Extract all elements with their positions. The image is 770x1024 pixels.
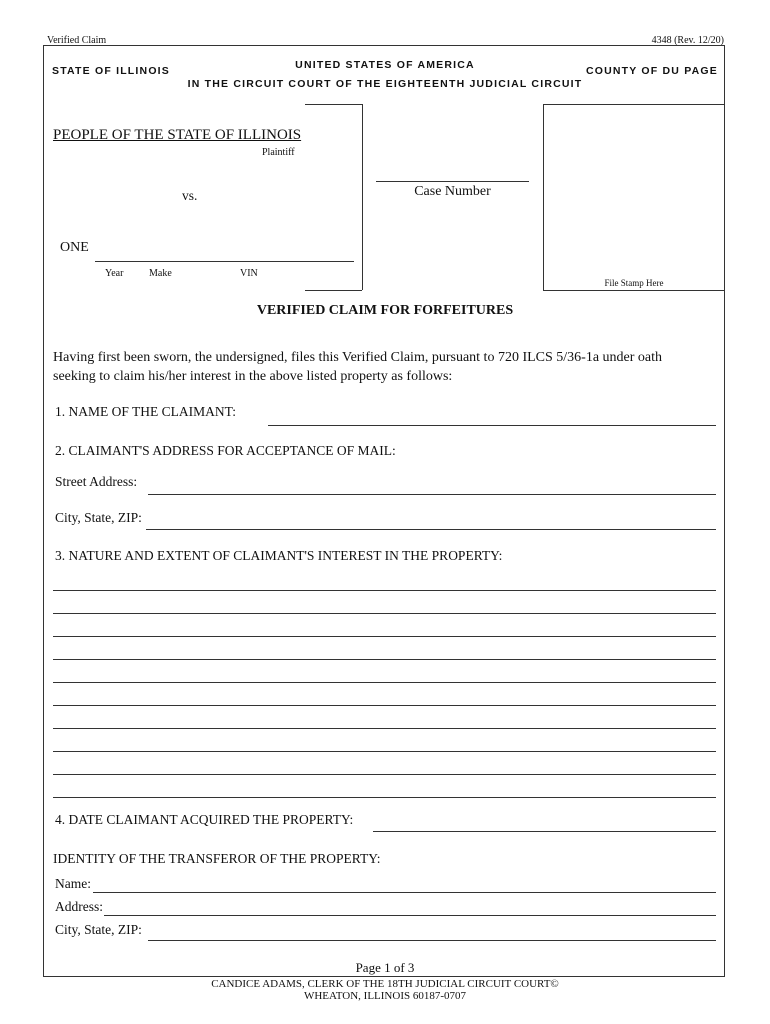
plaintiff-name: PEOPLE OF THE STATE OF ILLINOIS [53, 127, 302, 143]
transferor-address-label: Address: [55, 899, 103, 914]
transferor-city-label: City, State, ZIP: [55, 922, 142, 937]
claimant-name-label: 1. NAME OF THE CLAIMANT: [55, 404, 236, 419]
transferor-name-field[interactable] [93, 877, 716, 893]
interest-line [53, 659, 716, 660]
interest-line [53, 705, 716, 706]
file-stamp-label: File Stamp Here [604, 278, 664, 288]
caption-bracket-bottom [305, 290, 362, 291]
address-heading: 2. CLAIMANT'S ADDRESS FOR ACCEPTANCE OF MAIL: [55, 443, 396, 458]
vin-label: VIN [240, 268, 258, 279]
acquired-date-label: 4. DATE CLAIMANT ACQUIRED THE PROPERTY: [55, 812, 354, 827]
street-address-field[interactable] [148, 479, 716, 495]
transferor-name-label: Name: [55, 876, 91, 891]
make-label: Make [149, 268, 172, 279]
county-heading: COUNTY OF DU PAGE [585, 65, 718, 77]
case-number-field[interactable] [376, 166, 529, 182]
court-heading: IN THE CIRCUIT COURT OF THE EIGHTEENTH JUDICIAL CIRCUIT [187, 78, 583, 90]
interest-line [53, 751, 716, 752]
form-name: Verified Claim [47, 35, 107, 46]
interest-line [53, 636, 716, 637]
vehicle-description-field[interactable] [95, 246, 354, 262]
country-heading: UNITED STATES OF AMERICA [295, 59, 475, 71]
interest-line [53, 728, 716, 729]
versus-label: vs. [182, 188, 198, 203]
property-count-label: ONE [60, 240, 89, 255]
transferor-city-field[interactable] [148, 925, 716, 941]
interest-field[interactable] [53, 572, 716, 798]
intro-text-1: Having first been sworn, the undersigned, files this Verified Claim, pursuant to 720 ILCS 5/36-1a under oath [53, 350, 663, 365]
form-revision: 4348 (Rev. 12/20) [651, 35, 724, 46]
year-label: Year [105, 268, 124, 279]
interest-line [53, 797, 716, 798]
claimant-name-field[interactable] [268, 410, 716, 426]
interest-line [53, 590, 716, 591]
plaintiff-label: Plaintiff [262, 147, 295, 158]
transferor-address-field[interactable] [104, 900, 716, 916]
transferor-heading: IDENTITY OF THE TRANSFEROR OF THE PROPERTY: [53, 851, 381, 866]
interest-line [53, 613, 716, 614]
street-address-label: Street Address: [55, 474, 138, 489]
form-title: VERIFIED CLAIM FOR FORFEITURES [256, 303, 514, 318]
interest-line [53, 774, 716, 775]
interest-heading: 3. NATURE AND EXTENT OF CLAIMANT'S INTEREST IN THE PROPERTY: [55, 548, 503, 563]
page-number: Page 1 of 3 [355, 960, 415, 975]
acquired-date-field[interactable] [373, 816, 716, 832]
city-state-zip-label: City, State, ZIP: [55, 510, 142, 525]
clerk-name: CANDICE ADAMS, CLERK OF THE 18TH JUDICIAL CIRCUIT COURT© [211, 978, 559, 990]
clerk-address: WHEATON, ILLINOIS 60187-0707 [303, 990, 467, 1002]
case-number-label: Case Number [414, 184, 491, 199]
state-heading: STATE OF ILLINOIS [52, 65, 171, 77]
interest-line [53, 682, 716, 683]
caption-bracket-top [305, 104, 362, 105]
city-state-zip-field[interactable] [146, 514, 716, 530]
intro-text-2: seeking to claim his/her interest in the above listed property as follows: [53, 369, 453, 384]
file-stamp-box [543, 104, 725, 291]
caption-bracket [362, 104, 363, 290]
